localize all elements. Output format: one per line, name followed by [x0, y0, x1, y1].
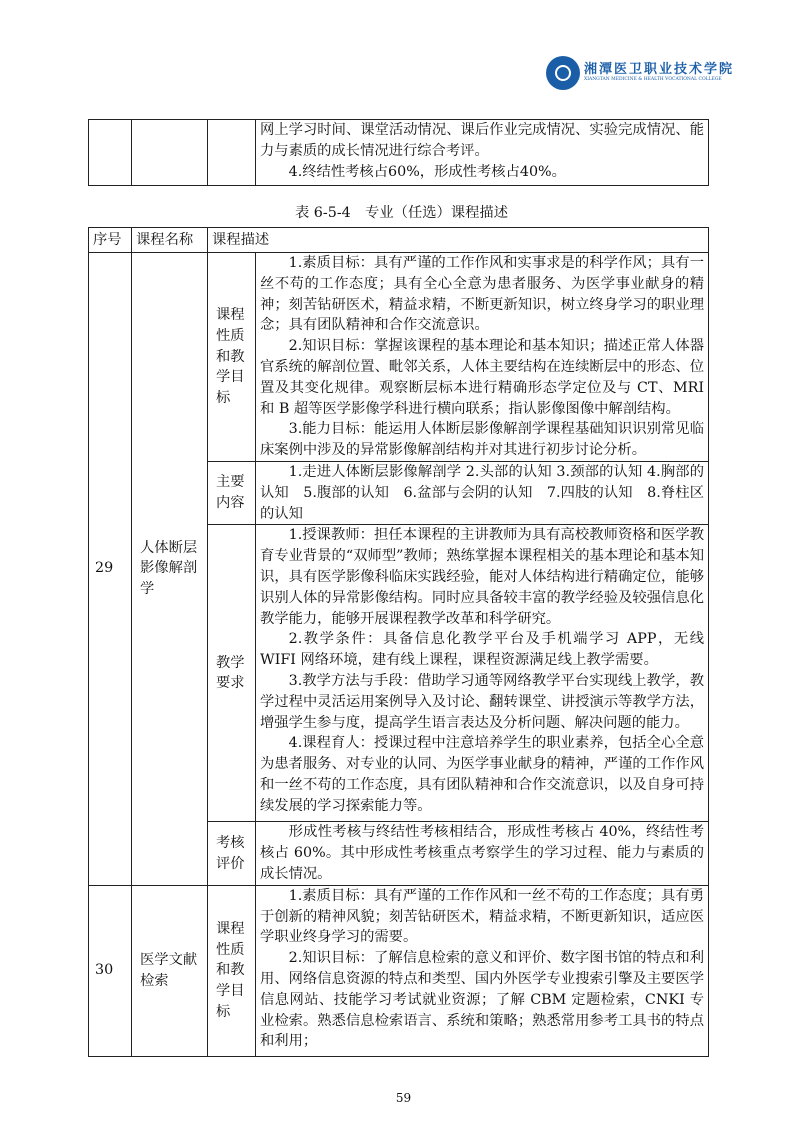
- header-description: 课程描述: [208, 228, 709, 253]
- course-number: 30: [89, 885, 132, 1056]
- section-label: 教学要求: [208, 525, 256, 822]
- paragraph: 1.授课教师：担任本课程的主讲教师为具有高校教师资格和医学教育专业背景的“双师型”教师；熟练掌握本课程相关的基本理论和基本知识，具有医学影像科临床实践经验，能对人体结构进行精确定位，能够识别人体的异常影像结构。同时应具备较丰富的教学经验及较强信息化教学能力，能够开展课程教学改革和科学研究。: [260, 527, 704, 627]
- course-description-table: [88, 227, 709, 1057]
- logo-text: 湘潭医卫职业技术学院: [584, 62, 735, 77]
- empty-cell: [132, 120, 208, 186]
- college-seal-icon: [546, 56, 580, 90]
- paragraph: 3.能力目标：能运用人体断层影像解剖学课程基础知识识别常见临床案例中涉及的异常影像解剖结构并对其进行初步讨论分析。: [260, 421, 704, 459]
- section-label: 主要内容: [208, 462, 256, 525]
- paragraph: 2.知识目标：了解信息检索的意义和评价、数字图书馆的特点和利用、网络信息资源的特点和类型、国内外医学专业搜索引擎及主要医学信息网站、技能学习考试就业资源；了解 CBM 定题检索，CNKI 专业检索。熟悉信息检索语言、系统和策略；熟悉常用参考工具书的特点和利用；: [260, 950, 704, 1050]
- table-caption: 表 6-5-4 专业（任选）课程描述: [294, 205, 509, 221]
- course-name: 医学文献检索: [132, 885, 208, 1056]
- header-course-name: 课程名称: [132, 228, 208, 253]
- paragraph: 网上学习时间、课堂活动情况、课后作业完成情况、实验完成情况、能力与素质的成长情况进行综合考评。: [260, 122, 704, 159]
- section-label: 课程性质和教学目标: [208, 253, 256, 462]
- section-label: 课程性质和教学目标: [208, 885, 256, 1056]
- paragraph: 1.素质目标：具有严谨的工作作风和一丝不苟的工作态度；具有勇于创新的精神风貌；刻苦钻研医术，精益求精，不断更新知识，适应医学职业终身学习的需要。: [260, 887, 704, 946]
- section-label: 考核评价: [208, 822, 256, 885]
- section-content: [256, 253, 709, 462]
- paragraph: 形成性考核与终结性考核相结合，形成性考核占 40%，终结性考核占 60%。其中形成性考核重点考察学生的学习过程、能力与素质的成长情况。: [260, 824, 704, 882]
- section-content: [256, 462, 709, 525]
- paragraph: 4.终结性考核占60%，形成性考核占40%。: [288, 163, 566, 180]
- header-number: 序号: [89, 228, 132, 253]
- paragraph: 2.知识目标：掌握该课程的基本理论和基本知识；描述正常人体器官系统的解剖位置、毗邻关系，人体主要结构在连续断层中的形态、位置及其变化规律。观察断层标本进行精确形态学定位及与 CT、MRI 和 B 超等医学影像学科进行横向联系；指认影像图像中解剖结构。: [260, 338, 704, 417]
- page-number: 59: [395, 1091, 412, 1105]
- paragraph: 4.课程育人：授课过程中注意培养学生的职业素养，包括全心全意为患者服务、对专业的认同、为医学事业献身的精神，严谨的工作作风和一丝不苟的工作态度，具有团队精神和合作交流意识，以及自身可持续发展的学习探索能力等。: [260, 735, 704, 814]
- section-content: [256, 885, 709, 1056]
- paragraph: 1.走进人体断层影像解剖学 2.头部的认知 3.颈部的认知 4.胸部的认知 5.腹部的认知 6.盆部与会阴的认知 7.四肢的认知 8.脊柱区的认知: [260, 464, 704, 522]
- empty-cell: [208, 120, 256, 186]
- paragraph: 2.教学条件：具备信息化教学平台及手机端学习 APP，无线 WIFI 网络环境，建有线上课程，课程资源满足线上教学需要。: [260, 631, 704, 669]
- logo-subtext: XIANGTAN MEDICINE & HEALTH VOCATIONAL COLLEGE: [584, 77, 722, 82]
- college-logo: [546, 56, 734, 90]
- course-number: 29: [89, 253, 132, 886]
- empty-cell: [89, 120, 132, 186]
- continued-table: [88, 119, 709, 186]
- section-content: [256, 822, 709, 885]
- course-name: 人体断层影像解剖学: [132, 253, 208, 886]
- paragraph: 1.素质目标：具有严谨的工作作风和实事求是的科学作风；具有一丝不苟的工作态度；具有全心全意为患者服务、为医学事业献身的精神；刻苦钻研医术，精益求精，不断更新知识，树立终身学习的职业理念；具有团队精神和合作交流意识。: [260, 255, 704, 334]
- paragraph: 3.教学方法与手段：借助学习通等网络教学平台实现线上教学，教学过程中灵活运用案例导入及讨论、翻转课堂、讲授演示等教学方法，增强学生参与度，提高学生语言表达及分析问题、解决问题的能力。: [260, 672, 704, 731]
- section-content: [256, 525, 709, 822]
- description-cell: [256, 120, 709, 186]
